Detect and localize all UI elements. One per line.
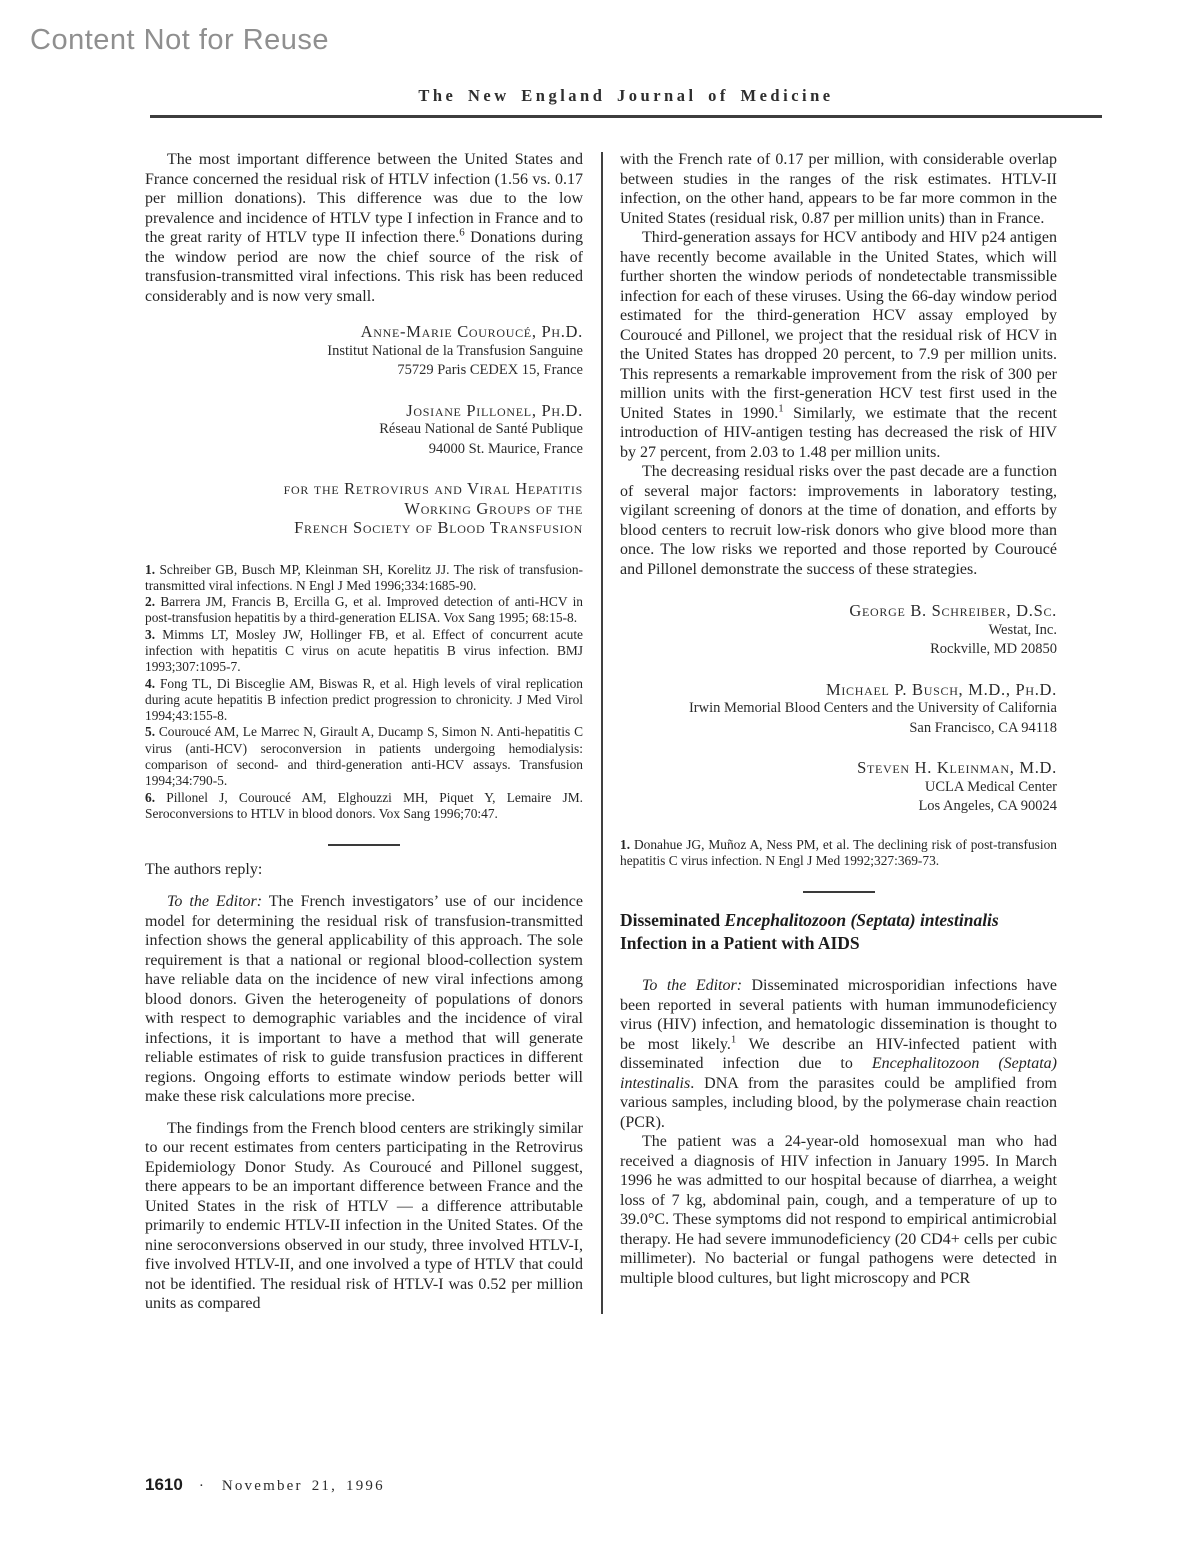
reference-item: 3. Mimms LT, Mosley JW, Hollinger FB, et al. Effect of concurrent acute infection with hepatitis C virus on acute hepatitis B virus infection. BMJ 1993;307:1095-7. [145, 626, 583, 675]
signature-block [620, 680, 1057, 739]
letter-paragraph: To the Editor: The French investigators’ use of our incidence model for determining the residual risk of transfusion-transmitted infection shows the general applicability of this approach. The sole requirement is that a national or regional blood-collection system have reliable data on the incidence of new viral infections among blood donors. Given the heterogeneity of populations of donors with respect to demographic variables and the incidence of viral infections, it is important to have a method that will generate reliable estimates of risk to guide transfusion practices in different regions. Ongoing efforts to estimate window periods better will make these risk calculations more precise. [145, 893, 583, 1106]
signature-group-line: Working Groups of the [404, 498, 583, 518]
letter-paragraph: The most important difference between the United States and France concerned the residual risk of HTLV infection (1.56 vs. 0.17 per million donations). This difference was due to the low prevalence and incidence of HTLV type I infection in France and to the great rarity of HTLV type II infection there.$^6$ Donations during the window period are now the chief source of the risk of transfusion-transmitted viral infections. This risk has been reduced considerably and is now very small. [145, 151, 583, 305]
page-number: 1610 [145, 1475, 183, 1494]
signature-affiliation: Irwin Memorial Blood Centers and the University of California [688, 700, 1057, 716]
letter-paragraph: The findings from the French blood centers are strikingly similar to our recent estimates from centers participating in the Retrovirus Epidemiology Donor Study. As Couroucé and Pillonel suggest, there appears to be an important difference between France and the United States in the risk of HTLV — a difference attributable primarily to endemic HTLV-II infection in the United States. Of the nine seroconversions observed in our study, three involved HTLV-I, five involved HTLV-II, and one involved a type of HTLV that could not be identified. The residual risk of HTLV-I was 0.52 per million units as compared [145, 1119, 583, 1313]
right-column [620, 150, 1057, 1314]
page-footer [145, 1475, 385, 1495]
signature-group-line: French Society of Blood Transfusion [294, 518, 583, 537]
signature-name: Michael P. Busch, M.D., Ph.D. [825, 679, 1057, 699]
signature-section [620, 601, 1057, 817]
signature-block [145, 401, 583, 460]
letter-paragraph: To the Editor: Disseminated microsporidian infections have been reported in several patients with human immunodeficiency virus (HIV) infection, and hematologic dissemination is thought to be most likely.$^1$ We describe an HIV-infected patient with disseminated infection due to Encephalitozoon (Septata) intestinalis. DNA from the parasites could be amplified from various samples, including blood, by the polymerase chain reaction (PCR). [620, 977, 1058, 1131]
signature-name: George B. Schreiber, D.Sc. [849, 601, 1057, 620]
signature-affiliation: Institut National de la Transfusion Sanguine [327, 342, 583, 359]
signature-affiliation: Westat, Inc. [988, 621, 1057, 638]
letter-paragraph: with the French rate of 0.17 per million, with considerable overlap between studies in the ranges of the risk estimates. HTLV-II infection, on the other hand, appears to be far more common in the United States (residual risk, 0.87 per million units) than in France. [620, 151, 1057, 227]
signature-name: Steven H. Kleinman, M.D. [857, 758, 1057, 777]
reference-item: 6. Pillonel J, Couroucé AM, Elghouzzi MH, Piquet Y, Lemaire JM. Seroconversions to HTLV in blood donors. Vox Sang 1996;70:47. [145, 789, 583, 821]
signature-affiliation: San Francisco, CA 94118 [909, 719, 1057, 736]
reference-item: 5. Couroucé AM, Le Marrec N, Girault A, Ducamp S, Simon N. Anti-hepatitis C virus (anti-HCV) seroconversion in patients undergoing hemodialysis: comparison of second- and third-generation anti-HCV assays. Transfusion 1994;34:790-5. [145, 724, 583, 789]
authors-reply-label: The authors reply: [145, 861, 263, 879]
signature-affiliation: 94000 St. Maurice, France [428, 440, 583, 457]
signature-block-group [145, 479, 583, 538]
signature-section [145, 322, 583, 538]
references-list [145, 562, 583, 823]
signature-affiliation: UCLA Medical Center [924, 778, 1057, 795]
signature-name: Josiane Pillonel, Ph.D. [406, 400, 583, 420]
journal-header [150, 86, 1102, 118]
references-list [620, 837, 1057, 870]
letter-paragraph: The patient was a 24-year-old homosexual man who had received a diagnosis of HIV infection in January 1995. In March 1996 he was admitted to our hospital because of diarrhea, a weight loss of 7 kg, abdominal pain, cough, and a temperature of up to 39.0°C. These symptoms did not respond to empirical antimicrobial therapy. He had severe immunodeficiency (20 CD4+ cells per cubic millimeter). No bacterial or fungal pathogens were detected in multiple blood cultures, but light microscopy and PCR [620, 1133, 1057, 1287]
signature-affiliation: Rockville, MD 20850 [930, 641, 1057, 657]
two-column-body [145, 150, 1057, 1314]
footer-separator: · [198, 1478, 204, 1494]
reference-item: 4. Fong TL, Di Bisceglie AM, Biswas R, et al. High levels of viral replication during acute hepatitis B infection predict progression to chronicity. J Med Virol 1994;43:155-8. [145, 675, 583, 724]
letter-heading: Disseminated Encephalitozoon (Septata) intestinalis Infection in a Patient with AIDS [620, 910, 999, 953]
signature-block [145, 322, 583, 381]
signature-block [620, 758, 1057, 817]
letter-paragraph: Third-generation assays for HCV antibody and HIV p24 antigen have recently become available in the United States, which will further shorten the window periods of nondetectable transmissible infection for each of these viruses. Using the 66-day window period estimated for the third-generation HCV assay employed by Couroucé and Pillonel, we project that the residual risk of HCV in the United States has dropped 20 percent, to 7.9 per million units. This represents a remarkable improvement from the risk of 300 per million units with the first-generation HCV test first used in the United States in 1990.$^1$ Similarly, we estimate that the recent introduction of HIV-antigen testing has decreased the risk of HIV by 27 percent, from 2.03 to 1.48 per million units. [620, 229, 1057, 461]
section-divider [328, 844, 400, 846]
signature-affiliation: 75729 Paris CEDEX 15, France [397, 362, 583, 378]
reference-item: 1. Schreiber GB, Busch MP, Kleinman SH, Korelitz JJ. The risk of transfusion-transmitted viral infections. N Engl J Med 1996;334:1685-90. [145, 561, 583, 593]
letter-paragraph: The decreasing residual risks over the past decade are a function of several major factors: improvements in laboratory testing, vigilant screening of donors at the time of donation, and efforts by blood centers to recruit low-risk donors who give blood more than once. The low risks we reported and those reported by Couroucé and Pillonel demonstrate the success of these strategies. [620, 463, 1057, 578]
signature-group-line: for the Retrovirus and Viral Hepatitis [283, 479, 583, 498]
header-rule [150, 115, 1102, 118]
section-divider [803, 891, 875, 893]
signature-affiliation: Los Angeles, CA 90024 [918, 798, 1057, 814]
reference-item: 2. Barrera JM, Francis B, Ercilla G, et al. Improved detection of anti-HCV in post-transfusion hepatitis by a third-generation ELISA. Vox Sang 1995; 68:15-8. [145, 594, 583, 626]
reference-item: 1. Donahue JG, Muñoz A, Ness PM, et al. The declining risk of post-transfusion hepatitis C virus infection. N Engl J Med 1992;327:369-73. [620, 836, 1057, 868]
issue-date: November 21, 1996 [221, 1478, 385, 1494]
column-divider [601, 152, 603, 1314]
left-column [145, 150, 583, 1314]
signature-name: Anne-Marie Couroucé, Ph.D. [360, 322, 583, 341]
journal-title: The New England Journal of Medicine [418, 86, 834, 105]
signature-block [620, 601, 1057, 660]
watermark-text: Content Not for Reuse [30, 24, 330, 56]
signature-affiliation: Réseau National de Santé Publique [379, 421, 583, 437]
